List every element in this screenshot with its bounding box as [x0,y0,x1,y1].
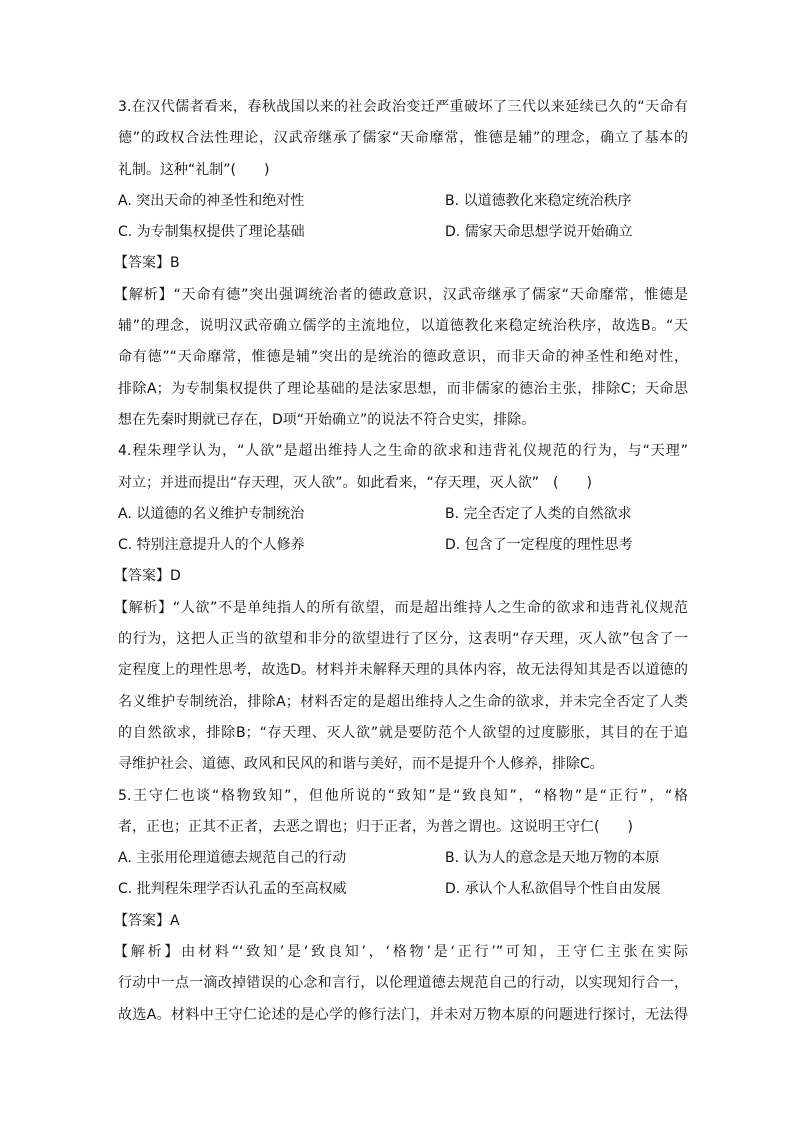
analysis-line: 【解析】“人欲”不是单纯指人的所有欲望，而是超出维持人之生命的欲求和违背礼仪规范 [114,599,688,616]
question-stem-line: 德”的政权合法性理论，汉武帝继承了儒家“天命靡常，惟德是辅”的理念，确立了基本的 [118,130,688,147]
answer-option: A. 主张用伦理道德去规范自己的行动 [118,850,347,867]
answer-option: D. 承认个人私欲倡导个性自由发展 [445,881,661,898]
analysis-line: 排除A；为专制集权提供了理论基础的是法家思想，而非儒家的德治主张，排除C；天命思 [118,380,688,397]
answer-option: C. 特别注意提升人的个人修养 [118,537,305,554]
answer-option: B. 以道德教化来稳定统治秩序 [445,192,632,209]
question-stem-line: 3.在汉代儒者看来，春秋战国以来的社会政治变迁严重破坏了三代以来延续已久的“天命有 [118,99,688,115]
answer-option: C. 为专制集权提供了理论基础 [118,224,305,241]
analysis-line: 想在先秦时期就已存在，D项“开始确立”的说法不符合史实，排除。 [118,411,536,428]
options-row [118,874,688,905]
analysis-line: 的自然欲求，排除B；“存天理、灭人欲”就是要防范个人欲望的过度膨胀，其目的在于追 [118,724,688,741]
analysis-line: 寻维护社会、道德、政风和民风的和谐与美好，而不是提升个人修养，排除C。 [118,756,604,773]
analysis-line: 定程度上的理性思考，故选D。材料并未解释天理的具体内容，故无法得知其是否以道德的 [118,662,688,679]
question-stem-line: 对立；并进而提出“存天理，灭人欲”。如此看来，“存天理，灭人欲” ( ) [118,474,592,491]
answer-option: A. 以道德的名义维护专制统治 [118,505,305,522]
analysis-line: 行动中一点一滴改掉错误的心念和言行，以伦理道德去规范自己的行动，以实现知行合一， [118,975,688,992]
options-row [118,217,688,248]
question-stem-line: 者，正也；正其不正者，去恶之谓也；归于正者，为普之谓也。这说明王守仁( ) [118,818,633,835]
analysis-line: 的行为，这把人正当的欲望和非分的欲望进行了区分，这表明“存天理，灭人欲”包含了一 [118,631,688,648]
answer-label: 【答案】D [114,568,181,585]
answer-option: B. 认为人的意念是天地万物的本原 [445,850,660,867]
analysis-line: 辅”的理念，说明汉武帝确立儒学的主流地位，以道德教化来稳定统治秩序，故选B。“天 [118,318,688,335]
options-row [118,186,688,217]
analysis-line: 【解析】由材料“‘致知’是‘致良知’，‘格物’是‘正行’”可知，王守仁主张在实际 [114,944,688,961]
options-row [118,843,688,874]
answer-option: C. 批判程朱理学否认孔孟的至高权威 [118,881,347,898]
options-row [118,499,688,530]
question-stem-line: 5.王守仁也谈“格物致知”，但他所说的“致知”是“致良知”，“格物”是“正行”，“格 [118,787,688,804]
answer-option: A. 突出天命的神圣性和绝对性 [118,192,305,209]
options-row [118,530,688,561]
answer-option: D. 包含了一定程度的理性思考 [445,537,633,554]
analysis-line: 故选A。材料中王守仁论述的是心学的修行法门，并未对万物本原的问题进行探讨，无法得 [118,1006,688,1023]
answer-label: 【答案】B [114,255,180,272]
answer-label: 【答案】A [114,912,180,929]
answer-option: D. 儒家天命思想学说开始确立 [445,224,633,241]
analysis-line: 名义维护专制统治，排除A；材料否定的是超出维持人之生命的欲求，并未完全否定了人类 [118,693,688,710]
analysis-line: 【解析】“天命有德”突出强调统治者的德政意识，汉武帝继承了儒家“天命靡常，惟德是 [114,286,688,303]
question-stem-line: 礼制。这种“礼制”( ) [118,161,270,178]
analysis-line: 命有德”“天命靡常，惟德是辅”突出的是统治的德政意识，而非天命的神圣性和绝对性， [118,349,688,366]
document-body [114,92,688,1031]
question-stem-line: 4.程朱理学认为，“人欲”是超出维持人之生命的欲求和违背礼仪规范的行为，与“天理” [118,443,688,460]
answer-option: B. 完全否定了人类的自然欲求 [445,505,632,522]
